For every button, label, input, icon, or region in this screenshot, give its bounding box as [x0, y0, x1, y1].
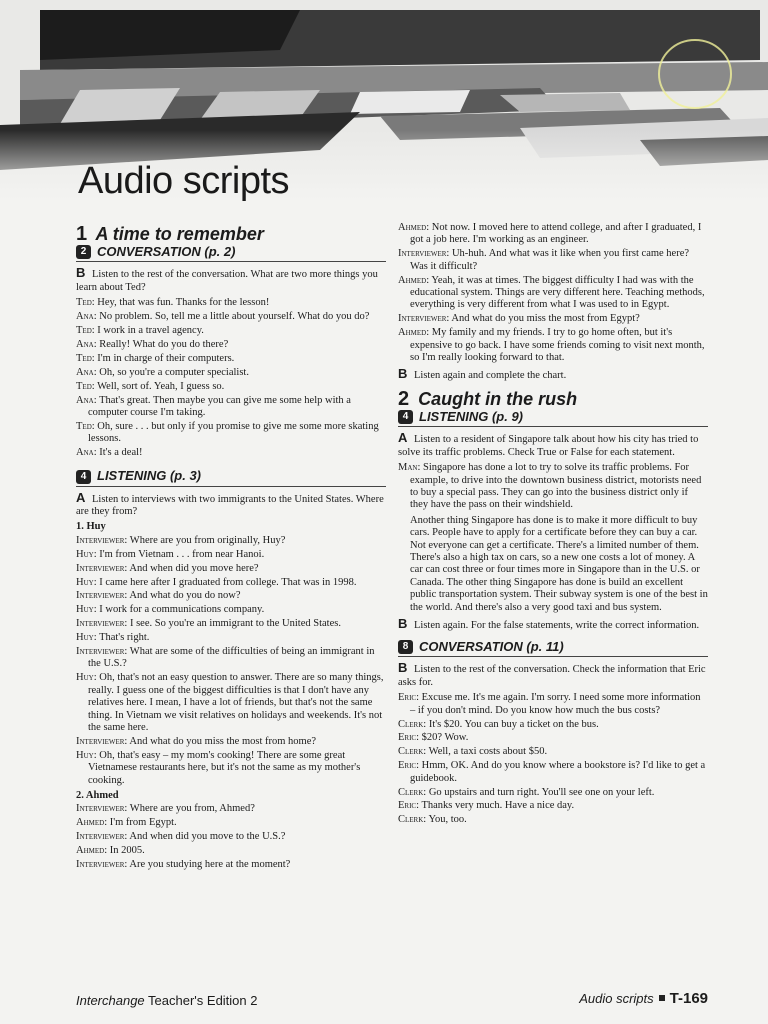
script-line [76, 339, 386, 351]
footer-edition: Teacher's Edition 2 [144, 993, 258, 1008]
script-line [398, 222, 708, 247]
script-line [76, 831, 386, 843]
speech-text: Go upstairs and turn right. You'll see one on your left. [428, 786, 655, 798]
script-lines [76, 535, 386, 787]
speaker-name: Interviewer: [76, 646, 128, 658]
speech-text: Where are you from, Ahmed? [129, 803, 255, 815]
speaker-name: Ahmed: [398, 274, 430, 286]
speech-text: And what do you do now? [129, 590, 241, 602]
script-line [76, 817, 386, 829]
speech-text: That's right. [99, 632, 150, 644]
script-line [76, 395, 386, 420]
speech-text: In 2005. [109, 845, 145, 857]
script-paragraph: Another thing Singapore has done is to make it more difficult to buy cars. People have to apply for a certificate before they can buy a car. Not everyone can get a certificate. There's a limited number of them. There's also a high tax on cars, so a new one costs a lot of money. A car can cost three or four times more in Singapore than in the U.S. or Canada. The other thing Singapore has done is build an excellent public transportation system. Their subway system is one of the best in the world. And there's also a very good taxi and bus system. [410, 514, 708, 613]
script-line [76, 590, 386, 602]
speaker-name: Ted: [76, 297, 95, 309]
track-badge: 8 [398, 640, 413, 654]
task-instruction [76, 489, 386, 519]
speaker-name: Ahmed: [76, 845, 108, 857]
speaker-name: Clerk: [398, 814, 427, 826]
speech-text: Oh, sure . . . but only if you promise to give me some more skating lessons. [88, 420, 379, 445]
speech-text: Excuse me. It's me again. I'm sorry. I need some more information – if you don't mind. Do you know how much the bus costs? [410, 692, 701, 716]
speaker-name: Man: [398, 462, 421, 474]
script-line [76, 549, 386, 561]
script-line [76, 750, 386, 787]
script-line [398, 248, 708, 273]
speech-text: I work for a communications company. [99, 604, 265, 616]
speech-text: And what do you miss the most from Egypt? [451, 313, 640, 325]
script-line [398, 746, 708, 758]
speech-text: Oh, so you're a computer specialist. [99, 366, 249, 378]
track-badge: 4 [398, 410, 413, 424]
task-instruction [398, 368, 708, 382]
section-title: CONVERSATION (p. 2) [97, 244, 236, 260]
task-text: Listen to the rest of the conversation. What are two more things you learn about Ted? [76, 269, 378, 293]
speaker-name: Ana: [76, 311, 97, 323]
speaker-name: Ana: [76, 447, 97, 459]
speech-text: Singapore has done a lot to try to solve its traffic problems. For example, to drive into the downtown business district, motorists need to buy a special pass. They can go into the business district only if they have the pass on their windshield. [410, 462, 702, 511]
section-heading [76, 470, 386, 487]
script-line [76, 845, 386, 857]
script-line [76, 535, 386, 547]
speaker-name: Ana: [76, 366, 97, 378]
speech-text: No problem. So, tell me a little about yourself. What do you do? [99, 311, 370, 323]
section-heading [76, 245, 386, 262]
task-text: Listen to the rest of the conversation. Check the information that Eric asks for. [398, 664, 706, 688]
script-line [76, 736, 386, 748]
speech-text: Oh, that's easy – my mom's cooking! There are some great Vietnamese restaurants here, but it's not the same as my mother's cooking. [88, 749, 361, 786]
unit-1-title: A time to remember [95, 224, 264, 244]
speech-text: Are you studying here at the moment? [129, 859, 291, 871]
task-letter: A [76, 489, 86, 505]
footer-brand: Interchange [76, 993, 145, 1008]
interview-subheading: 2. Ahmed [76, 790, 119, 802]
script-line [398, 313, 708, 325]
task-text: Listen to a resident of Singapore talk about how his city has tried to solve its traffic problems. Check True or False for each statement. [398, 434, 699, 458]
speaker-name: Eric: [398, 800, 419, 812]
speaker-name: Interviewer: [398, 248, 450, 260]
footer-book-title [76, 993, 257, 1008]
speaker-name: Huy: [76, 548, 97, 560]
script-line [76, 297, 386, 309]
speech-text: I see. So you're an immigrant to the United States. [129, 618, 341, 630]
speaker-name: Clerk: [398, 746, 427, 758]
speech-text: I came here after I graduated from college. That was in 1998. [99, 576, 357, 588]
speaker-name: Huy: [76, 604, 97, 616]
speaker-name: Ahmed: [76, 817, 108, 829]
script-line [398, 787, 708, 799]
footer-section: Audio scripts [579, 991, 654, 1006]
speech-text: I'm from Vietnam . . . from near Hanoi. [99, 548, 265, 560]
script-line [398, 692, 708, 717]
script-line [398, 462, 708, 512]
speaker-name: Ana: [76, 338, 97, 350]
speaker-name: Ahmed: [398, 222, 430, 233]
script-line [76, 859, 386, 871]
task-instruction [398, 662, 708, 689]
square-bullet-icon [659, 995, 665, 1001]
speech-text: It's $20. You can buy a ticket on the bus. [428, 718, 599, 730]
page-number: T-169 [669, 990, 708, 1007]
speech-text: Oh, that's not an easy question to answer. There are so many things, really. I guess one of the biggest difficulties is that I don't have any relatives here. I mean, I have a lot of friends, but that's not the same thing. In Vietnam we visit relatives on holidays and weekends. It's not the same here. [88, 672, 384, 733]
speaker-name: Interviewer: [76, 562, 128, 574]
section-title: LISTENING (p. 9) [419, 409, 523, 425]
script-line [76, 646, 386, 671]
speaker-name: Eric: [398, 692, 419, 704]
speaker-name: Interviewer: [76, 618, 128, 630]
track-badge: 4 [76, 470, 91, 484]
task-letter: A [398, 430, 408, 446]
script-line [76, 604, 386, 616]
page-title: Audio scripts [78, 160, 290, 202]
task-letter: B [398, 615, 408, 631]
speaker-name: Interviewer: [76, 735, 128, 747]
speaker-name: Interviewer: [76, 534, 128, 546]
script-line [398, 732, 708, 744]
speaker-name: Interviewer: [76, 590, 128, 602]
script-line [76, 803, 386, 815]
script-line [76, 672, 386, 734]
script-lines [76, 803, 386, 871]
speaker-name: Eric: [398, 732, 419, 744]
unit-1-number: 1 [76, 223, 88, 245]
speech-text: My family and my friends. I try to go home often, but it's expensive to go back. I have some friends coming to visit next month, so I'm really looking forward to that. [410, 327, 705, 364]
speech-text: You, too. [428, 814, 467, 826]
script-line [76, 618, 386, 630]
script-line [76, 311, 386, 323]
task-instruction [398, 432, 708, 459]
script-line [398, 760, 708, 785]
script-line [398, 327, 708, 364]
footer-page-info [579, 990, 708, 1007]
script-line [76, 421, 386, 446]
interview-subheading: 1. Huy [76, 521, 106, 533]
section-title: CONVERSATION (p. 11) [419, 639, 564, 655]
script-line [398, 800, 708, 812]
script-line [76, 381, 386, 393]
speaker-name: Huy: [76, 672, 97, 684]
speaker-name: Ted: [76, 380, 95, 392]
speech-text: That's great. Then maybe you can give me some help with a computer course I'm taking. [88, 394, 351, 418]
unit-2-heading [398, 387, 708, 410]
speaker-name: Ted: [76, 352, 95, 364]
script-lines [76, 297, 386, 459]
script-line [76, 563, 386, 575]
speech-text: Uh-huh. And what was it like when you first came here? Was it difficult? [410, 248, 690, 272]
script-line [398, 275, 708, 312]
speech-text: I'm from Egypt. [109, 817, 177, 829]
script-line [76, 577, 386, 589]
speech-text: Where are you from originally, Huy? [129, 534, 286, 546]
unit-1-heading [76, 223, 386, 245]
speech-text: Yeah, it was at times. The biggest difficulty I had was with the educational system. Things are very different here. Teaching methods, everything is very different from what I was used to in Egypt. [410, 274, 705, 311]
script-lines [398, 222, 708, 364]
track-badge: 2 [76, 245, 91, 259]
speaker-name: Huy: [76, 749, 97, 761]
speaker-name: Interviewer: [398, 313, 450, 325]
speaker-name: Clerk: [398, 786, 427, 798]
script-line [398, 719, 708, 731]
task-letter: B [76, 265, 86, 281]
speaker-name: Interviewer: [76, 859, 128, 871]
task-instruction [398, 615, 708, 632]
section-title: LISTENING (p. 3) [97, 468, 201, 484]
task-text: Listen to interviews with two immigrants to the United States. Where are they from? [76, 493, 384, 517]
speaker-name: Interviewer: [76, 831, 128, 843]
speaker-name: Ted: [76, 420, 95, 432]
script-lines [398, 692, 708, 827]
unit-2-title: Caught in the rush [418, 388, 578, 409]
speech-text: Hey, that was fun. Thanks for the lesson! [97, 297, 270, 309]
speech-text: Well, a taxi costs about $50. [428, 746, 548, 758]
speech-text: I'm in charge of their computers. [97, 352, 235, 364]
script-line [76, 447, 386, 459]
speech-text: Well, sort of. Yeah, I guess so. [97, 380, 225, 392]
speech-text: And when did you move to the U.S.? [129, 831, 286, 843]
speech-text: Hmm, OK. And do you know where a bookstore is? I'd like to get a guidebook. [410, 760, 706, 784]
right-column [398, 222, 708, 828]
script-line [76, 353, 386, 365]
speaker-name: Eric: [398, 760, 419, 772]
script-line [76, 367, 386, 379]
task-instruction [76, 267, 386, 294]
task-letter: B [398, 660, 408, 676]
task-text: Listen again. For the false statements, write the correct information. [414, 619, 700, 631]
unit-2-number: 2 [398, 387, 410, 410]
left-column [76, 222, 386, 873]
speech-text: What are some of the difficulties of being an immigrant in the U.S.? [88, 646, 375, 670]
speaker-name: Ted: [76, 325, 95, 337]
task-letter: B [398, 366, 408, 382]
speech-text: I work in a travel agency. [97, 325, 204, 337]
speech-text: And what do you miss the most from home? [129, 735, 317, 747]
script-line [76, 632, 386, 644]
speaker-name: Ana: [76, 394, 97, 406]
section-heading [398, 640, 708, 657]
section-heading [398, 410, 708, 427]
speech-text: $20? Wow. [421, 732, 469, 744]
speech-text: Thanks very much. Have a nice day. [421, 800, 575, 812]
speaker-name: Huy: [76, 576, 97, 588]
script-line [398, 814, 708, 826]
speaker-name: Huy: [76, 632, 97, 644]
speaker-name: Clerk: [398, 718, 427, 730]
speech-text: Really! What do you do there? [99, 338, 229, 350]
speech-text: Not now. I moved here to attend college, and after I graduated, I got a job here. I'm working as an engineer. [410, 222, 702, 246]
task-text: Listen again and complete the chart. [414, 370, 567, 382]
speech-text: It's a deal! [99, 447, 143, 459]
speech-text: And when did you move here? [129, 562, 259, 574]
script-line [76, 325, 386, 337]
speaker-name: Ahmed: [398, 327, 430, 339]
speaker-name: Interviewer: [76, 803, 128, 815]
